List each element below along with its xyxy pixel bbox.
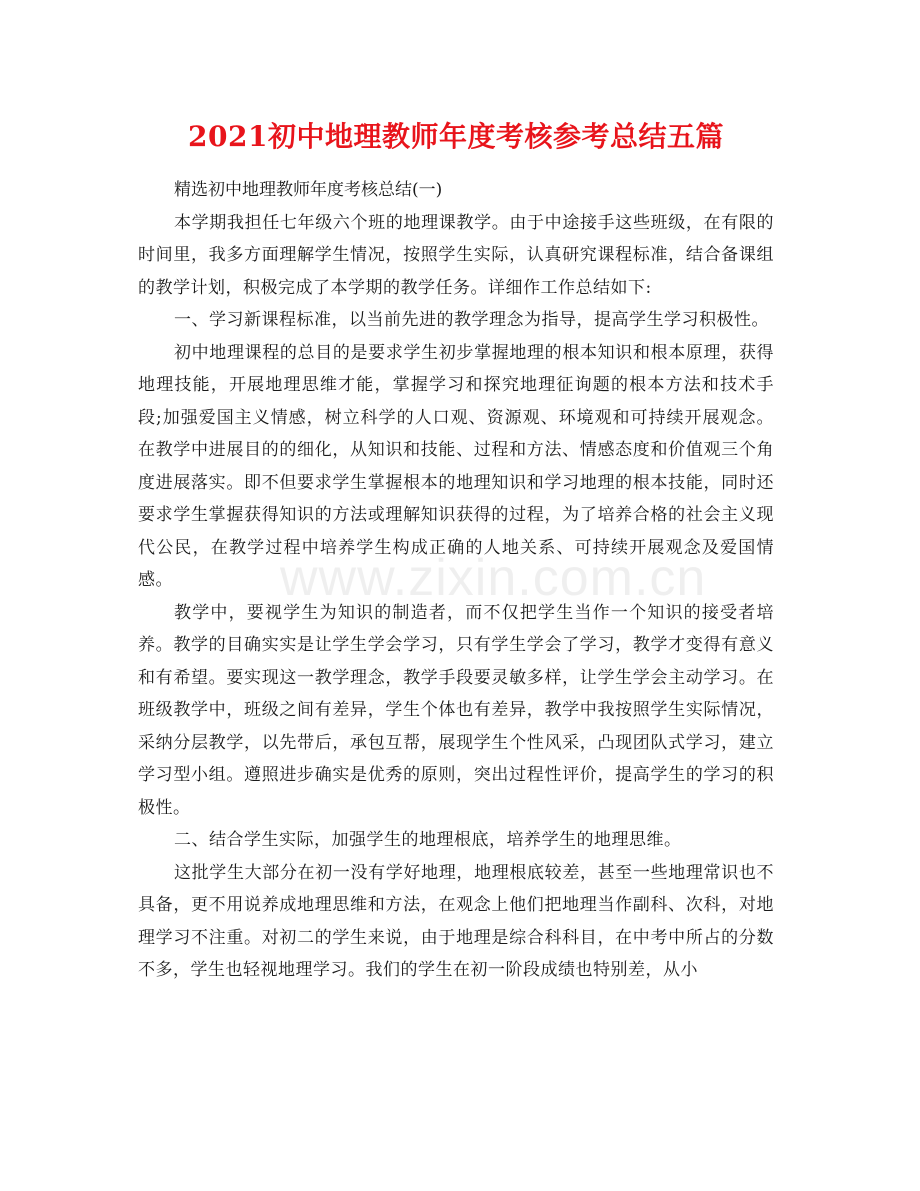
paragraph: 本学期我担任七年级六个班的地理课教学。由于中途接手这些班级，在有限的时间里，我多方面理解学生情况，按照学生实际，认真研究课程标准，结合备课组的教学计划，积极完成了本学期的教学任务。详细作工作总结如下: xyxy=(138,212,774,298)
section-heading: 二、结合学生实际，加强学生的地理根底，培养学生的地理思维。 xyxy=(174,830,682,850)
watermark: www.zixin.com.cn xyxy=(280,549,707,607)
document-title: 2021初中地理教师年度考核参考总结五篇 xyxy=(188,120,724,153)
document-page xyxy=(138,112,774,987)
paragraph: 教学中，要视学生为知识的制造者，而不仅把学生当作一个知识的接受者培养。教学的目确实实是让学生学会学习，只有学生学会了学习，教学才变得有意义和有希望。要实现这一教学理念，教学手段要灵敏多样，让学生学会主动学习。在班级教学中，班级之间有差异，学生个体也有差异，教学中我按照学生实际情况，采纳分层教学，以先带后，承包互帮，展现学生个性风采，凸现团队式学习，建立学习型小组。遵照进步确实是优秀的原则，突出过程性评价，提高学生的学习的积极性。 xyxy=(138,602,774,818)
paragraph: 这批学生大部分在初一没有学好地理，地理根底较差，甚至一些地理常识也不具备，更不用说养成地理思维和方法，在观念上他们把地理当作副科、次科，对地理学习不注重。对初二的学生来说，由于地理是综合科科目，在中考中所占的分数不多，学生也轻视地理学习。我们的学生在初一阶段成绩也特别差，从小 xyxy=(138,862,774,980)
section-heading: 一、学习新课程标准，以当前先进的教学理念为指导，提高学生学习积极性。 xyxy=(174,310,769,330)
section-heading: 精选初中地理教师年度考核总结(一) xyxy=(174,180,443,200)
paragraph: 初中地理课程的总目的是要求学生初步掌握地理的根本知识和根本原理，获得地理技能，开展地理思维才能，掌握学习和探究地理征询题的根本方法和技术手段;加强爱国主义情感，树立科学的人口观、资源观、环境观和可持续开展观念。在教学中进展目的的细化，从知识和技能、过程和方法、情感态度和价值观三个角度进展落实。即不但要求学生掌握根本的地理知识和学习地理的根本技能，同时还要求学生掌握获得知识的方法或理解知识获得的过程，为了培养合格的社会主义现代公民，在教学过程中培养学生构成正确的人地关系、可持续开展观念及爱国情感。 xyxy=(138,342,774,590)
